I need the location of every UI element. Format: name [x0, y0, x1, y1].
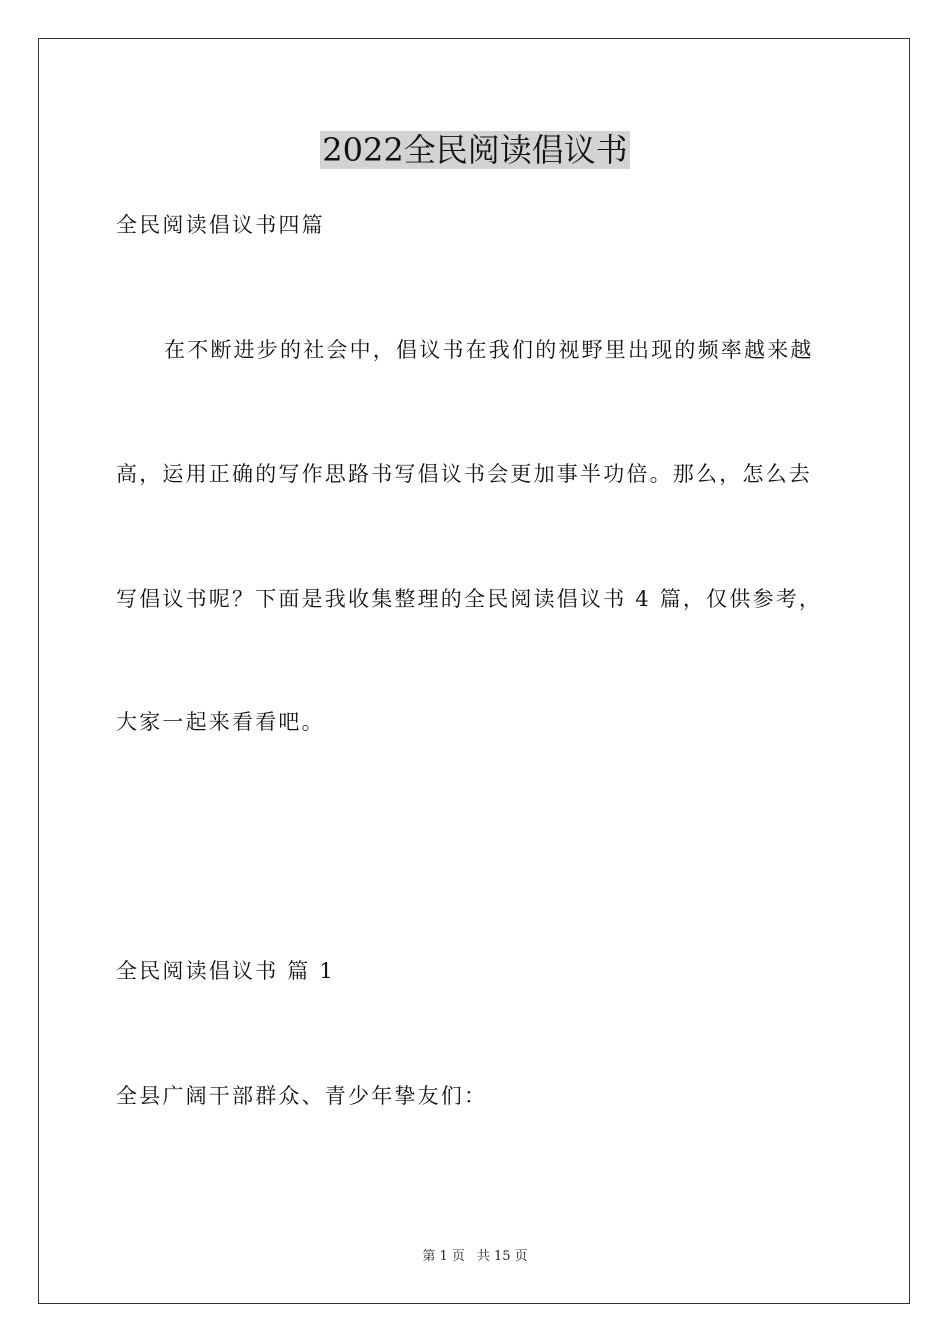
document-subtitle: 全民阅读倡议书四篇 — [116, 213, 325, 237]
intro-line-1: 在不断进步的社会中，倡议书在我们的视野里出现的频率越来越 — [164, 338, 814, 362]
intro-line-4: 大家一起来看看吧。 — [116, 710, 325, 734]
page-footer — [0, 1248, 950, 1266]
intro-line-3: 写倡议书呢？下面是我收集整理的全民阅读倡议书 4 篇，仅供参考， — [116, 587, 823, 611]
intro-line-2: 高，运用正确的写作思路书写倡议书会更加事半功倍。那么，怎么去 — [116, 462, 812, 486]
page-number-current: 第 1 页 — [422, 1249, 465, 1264]
section-heading: 全民阅读倡议书 篇 1 — [116, 959, 335, 983]
page-number-total: 共 15 页 — [476, 1249, 528, 1264]
salutation: 全县广阔干部群众、青少年挚友们： — [116, 1084, 488, 1108]
document-title — [0, 128, 950, 172]
document-title-text: 2022全民阅读倡议书 — [322, 131, 628, 169]
